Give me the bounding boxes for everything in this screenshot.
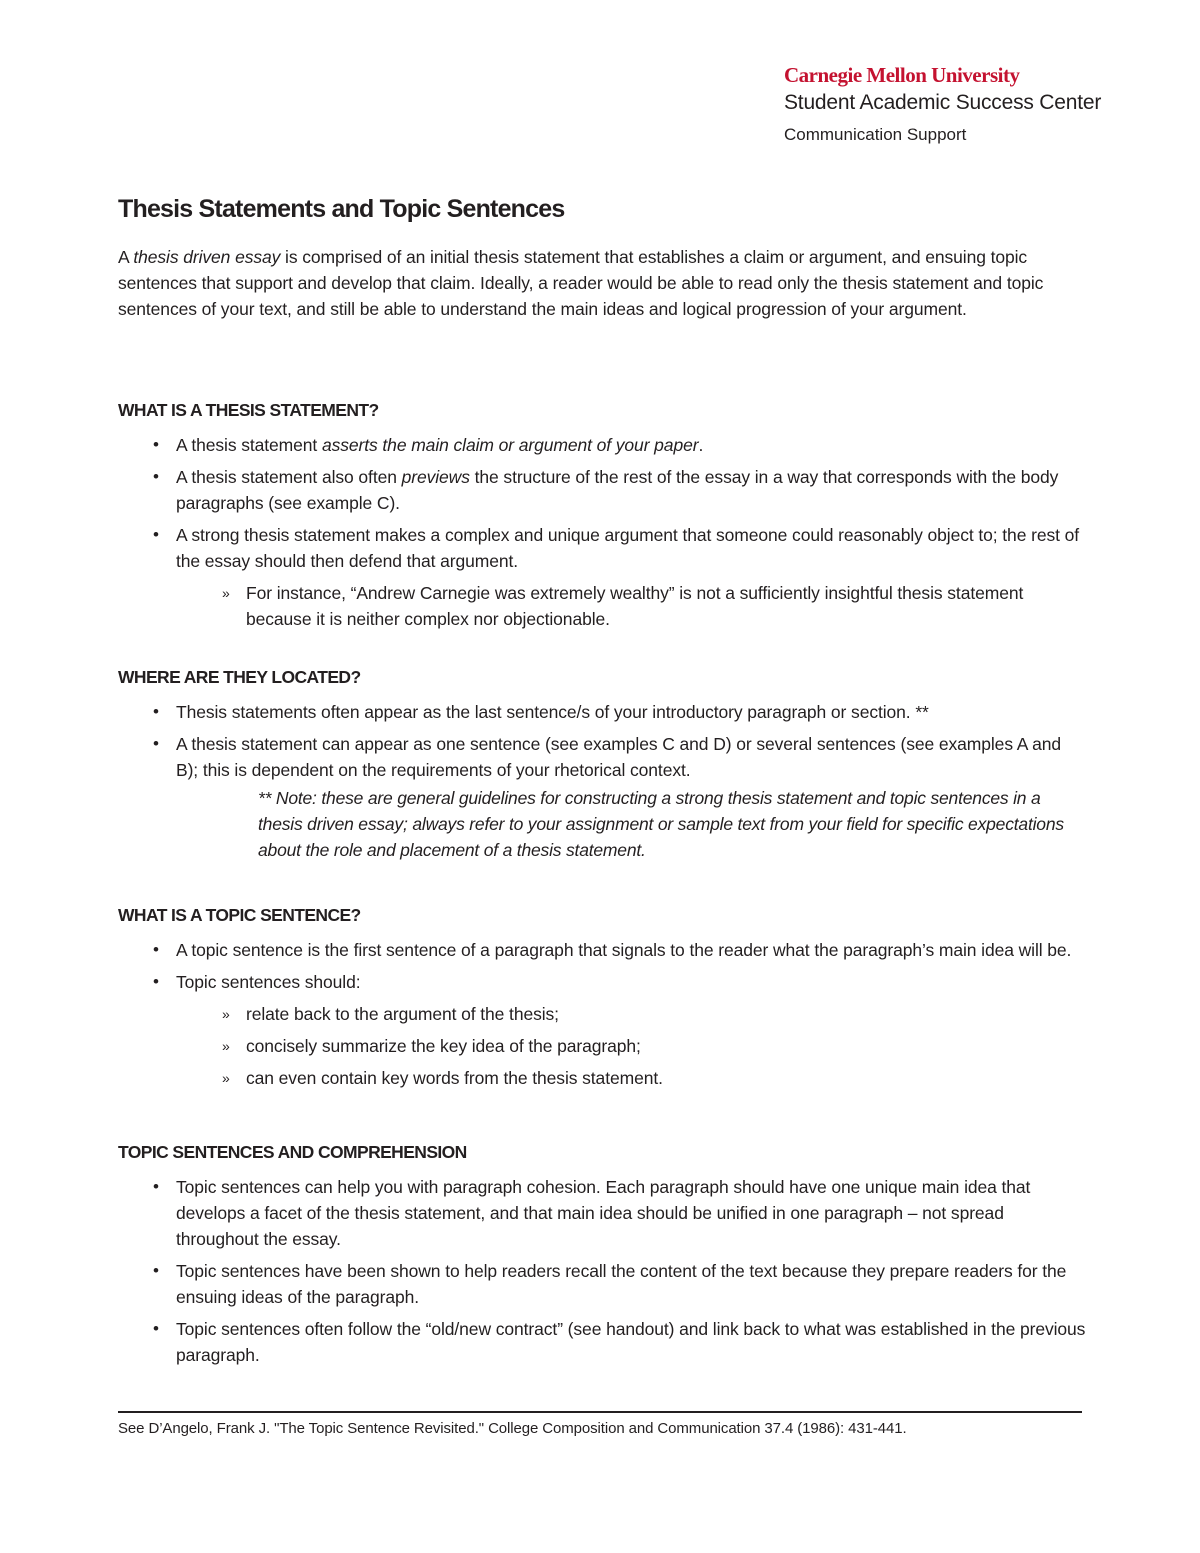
bullet-icon: • [153,467,159,486]
sub-list-item [118,1033,1086,1059]
section-heading: WHAT IS A THESIS STATEMENT? [118,400,379,420]
sub-bullet-list [118,580,1086,632]
list-item-text: the structure of the rest of the essay in a way that corresponds with the body paragraphs (see example C). [176,467,1059,513]
list-item-text: A thesis statement [176,435,322,455]
sub-list-item [118,580,1086,632]
section-what-is-thesis [118,398,1086,638]
bullet-icon: • [153,702,159,721]
chevron-bullet-icon: » [222,1070,230,1086]
list-item-text: Topic sentences have been shown to help readers recall the content of the text because they prepare readers for the ensuing ideas of the paragraph. [176,1261,1067,1307]
list-item-text: A thesis statement also often [176,467,402,487]
list-item-text: A thesis statement can appear as one sentence (see examples C and D) or several sentences (see examples A and B); this is dependent on the requirements of your rhetorical context. [176,734,1062,780]
bullet-icon: • [153,972,159,991]
university-logo-text: Carnegie Mellon University [784,63,1020,87]
bullet-icon: • [153,734,159,753]
chevron-bullet-icon: » [222,1038,230,1054]
unit-name: Communication Support [784,125,967,144]
list-item [118,969,1086,1091]
chevron-bullet-icon: » [222,1006,230,1022]
list-item [118,731,1086,783]
list-item-text: A topic sentence is the first sentence of a paragraph that signals to the reader what the paragraph’s main idea will be. [176,940,1072,960]
intro-emphasis: thesis driven essay [133,247,281,267]
sub-list-item [118,1065,1086,1091]
sub-bullet-list [118,1001,1086,1091]
bullet-icon: • [153,1261,159,1280]
intro-text: is comprised of an initial thesis statement that establishes a claim or argument, and ensuing topic sentences that support and develop that claim. Ideally, a reader would be able to read only the thesis statement and topic sentences of your text, and still be able to understand the main ideas and logical progression of your argument. [118,247,1044,319]
bullet-icon: • [153,940,159,959]
sub-list-item [118,1001,1086,1027]
bullet-icon: • [153,435,159,454]
sub-list-item-text: relate back to the argument of the thesis; [246,1004,559,1024]
list-item [118,522,1086,632]
bullet-icon: • [153,1177,159,1196]
list-item-text: A strong thesis statement makes a complex and unique argument that someone could reasonably object to; the rest of the essay should then defend that argument. [176,525,1080,571]
bullet-list [118,699,1086,783]
list-item-text: Topic sentences should: [176,972,361,992]
bullet-list [118,937,1086,1091]
list-item-text: Topic sentences can help you with paragraph cohesion. Each paragraph should have one unique main idea that develops a facet of the thesis statement, and that main idea should be unified in one paragraph – not spread throughout the essay. [176,1177,1031,1249]
chevron-bullet-icon: » [222,585,230,601]
sub-list-item-text: concisely summarize the key idea of the paragraph; [246,1036,641,1056]
list-item-emphasis: asserts the main claim or argument of your paper [321,435,699,455]
sub-list-item-text: can even contain key words from the thesis statement. [246,1068,663,1088]
footnote-citation: See D’Angelo, Frank J. "The Topic Sentence Revisited." College Composition and Communication 37.4 (1986): 431-441. [118,1420,907,1437]
list-item [118,699,1086,725]
bullet-icon: • [153,1319,159,1338]
list-item [118,1316,1086,1368]
list-item [118,1174,1086,1252]
letterhead [784,62,1101,150]
list-item-text: Thesis statements often appear as the last sentence/s of your introductory paragraph or section. ** [176,702,929,722]
list-item [118,464,1086,516]
bullet-icon: • [153,525,159,544]
section-topic-comprehension [118,1140,1086,1374]
list-item-emphasis: previews [401,467,470,487]
bullet-list [118,1174,1086,1368]
list-item-text: Topic sentences often follow the “old/new contract” (see handout) and link back to what was established in the previous paragraph. [176,1319,1086,1365]
sub-list-item-text: For instance, “Andrew Carnegie was extremely wealthy” is not a sufficiently insightful thesis statement because it is neither complex nor objectionable. [246,583,1024,629]
section-heading: WHAT IS A TOPIC SENTENCE? [118,905,361,925]
section-what-is-topic-sentence [118,903,1086,1097]
list-item [118,432,1086,458]
document-title: Thesis Statements and Topic Sentences [118,195,565,223]
list-item [118,937,1086,963]
section-where-located [118,665,1086,863]
list-item [118,1258,1086,1310]
document-intro [118,192,1086,322]
intro-paragraph [118,244,1086,322]
section-heading: WHERE ARE THEY LOCATED? [118,667,361,687]
list-item-text: . [698,435,704,455]
center-name: Student Academic Success Center [784,91,1102,114]
footnote-divider [118,1411,1082,1413]
bullet-list [118,432,1086,632]
intro-prefix: A [118,247,134,267]
guideline-note: ** Note: these are general guidelines for constructing a strong thesis statement and topic sentences in a thesis driven essay; always refer to your assignment or sample text from your field for specific expectations about the role and placement of a thesis statement. [258,788,1064,860]
section-heading: TOPIC SENTENCES AND COMPREHENSION [118,1142,467,1162]
